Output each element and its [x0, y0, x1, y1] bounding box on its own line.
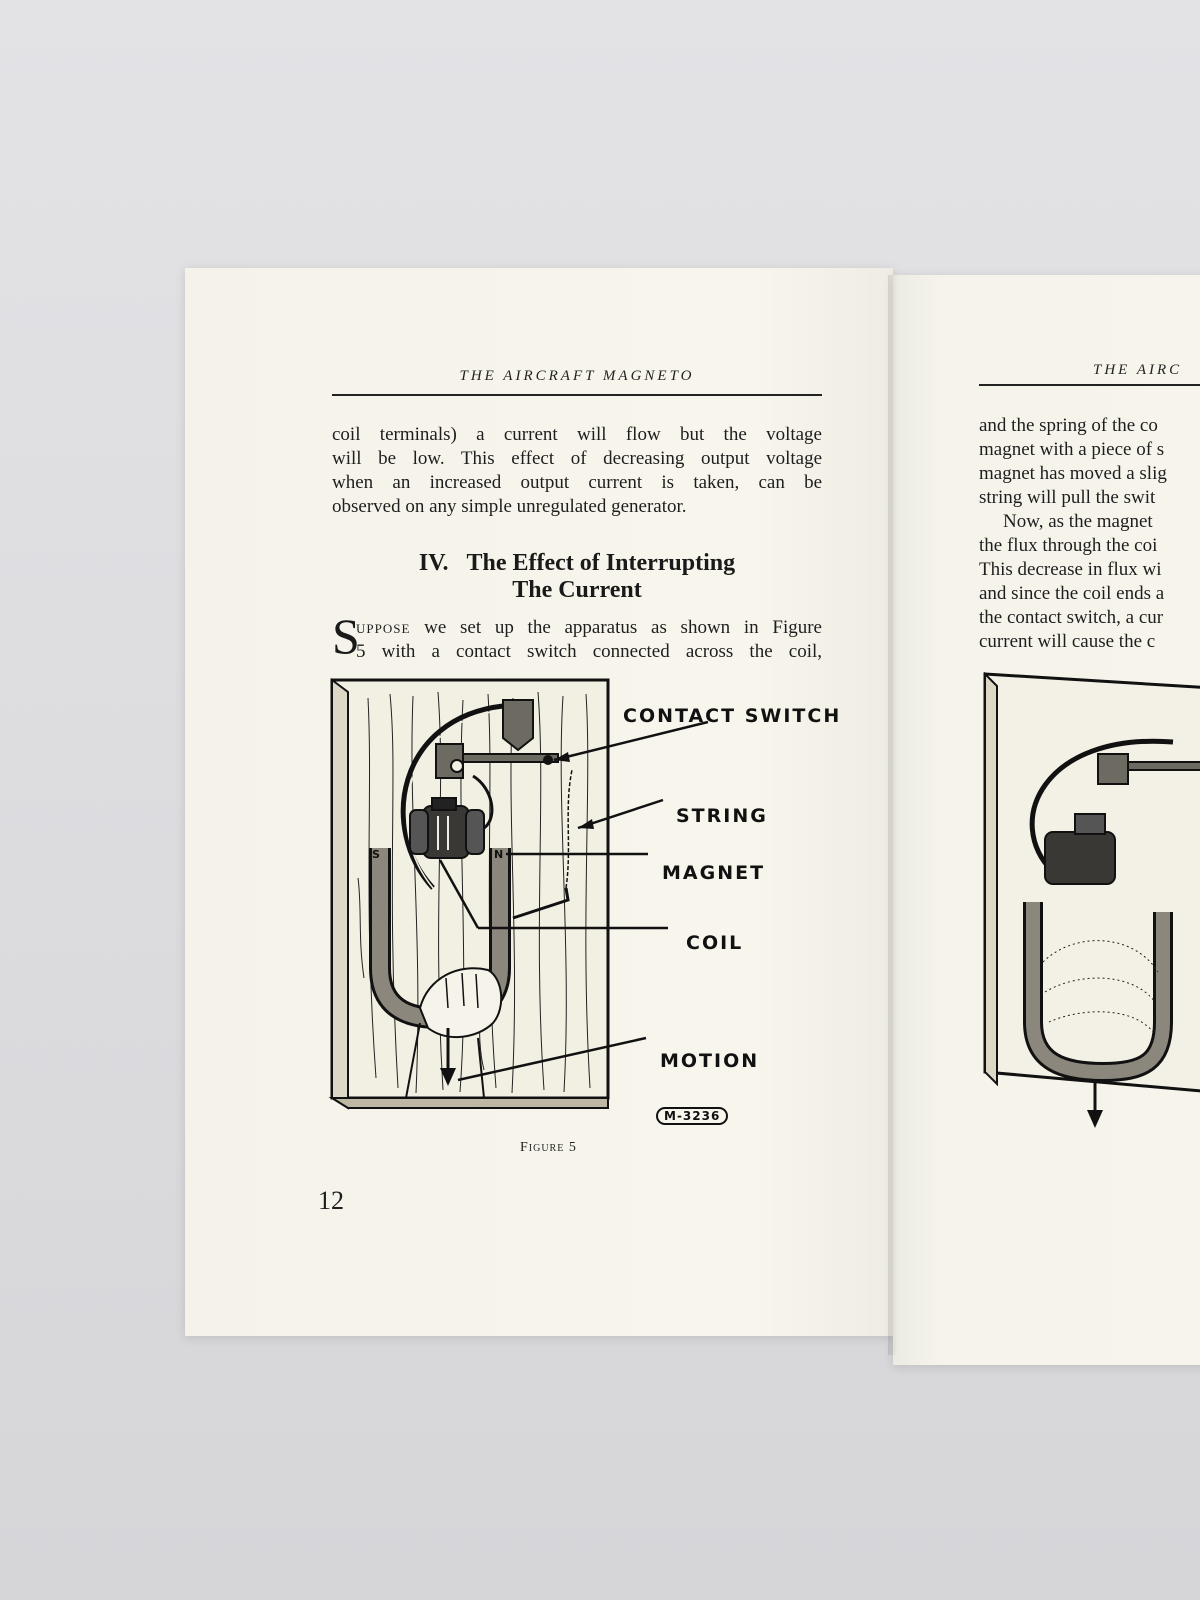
figure-caption: Figure 5 — [520, 1140, 577, 1155]
text-line: the contact switch, a cur — [979, 607, 1164, 628]
running-head-right: THE AIRC — [1093, 362, 1183, 378]
text-line: and since the coil ends a — [979, 583, 1165, 604]
text-line: This decrease in flux wi — [979, 559, 1162, 580]
text-line: and the spring of the co — [979, 415, 1158, 436]
section-title-line2: The Current — [512, 577, 642, 603]
drop-paragraph — [356, 616, 822, 664]
label-magnet: MAGNET — [662, 862, 766, 884]
label-string: STRING — [676, 805, 768, 827]
section-heading — [332, 550, 822, 604]
text-line: Now, as the magnet — [1003, 511, 1153, 532]
running-head: THE AIRCRAFT MAGNETO — [459, 368, 695, 384]
book-gutter — [888, 275, 898, 1355]
paragraph-line: coil terminals) a current will flow but the voltage — [332, 424, 822, 445]
header-rule — [332, 394, 822, 396]
figure-code-badge: M-3236 — [656, 1107, 728, 1125]
drop-cap: S — [332, 608, 360, 664]
text-line: magnet with a piece of s — [979, 439, 1165, 460]
section-number: IV. — [418, 550, 449, 576]
svg-text:N: N — [494, 848, 504, 861]
right-page-text — [979, 414, 1200, 654]
paragraph-line: will be low. This effect of decreasing output voltage — [332, 448, 822, 469]
text-line: current will cause the c — [979, 631, 1156, 652]
body-paragraph — [332, 423, 822, 519]
figure-6-illustration-partial — [983, 672, 1200, 1152]
label-motion: MOTION — [660, 1050, 760, 1072]
label-contact-switch: CONTACT SWITCH — [623, 705, 842, 727]
paragraph-line: 5 with a contact switch connected across the coil, — [356, 641, 822, 662]
text-line: magnet has moved a slig — [979, 463, 1167, 484]
paragraph-line: we set up the apparatus as shown in Figure — [410, 617, 822, 638]
section-title-line1: The Effect of Interrupting — [466, 550, 736, 576]
small-caps-word: uppose — [356, 617, 411, 638]
paragraph-line: when an increased output current is taken, can be — [332, 472, 822, 493]
text-line: the flux through the coi — [979, 535, 1158, 556]
svg-text:S: S — [372, 848, 380, 861]
label-coil: COIL — [686, 932, 744, 954]
text-line: string will pull the swit — [979, 487, 1156, 508]
page-number: 12 — [318, 1186, 344, 1215]
paragraph-line: observed on any simple unregulated generator. — [332, 496, 687, 517]
header-rule-right — [979, 384, 1200, 386]
